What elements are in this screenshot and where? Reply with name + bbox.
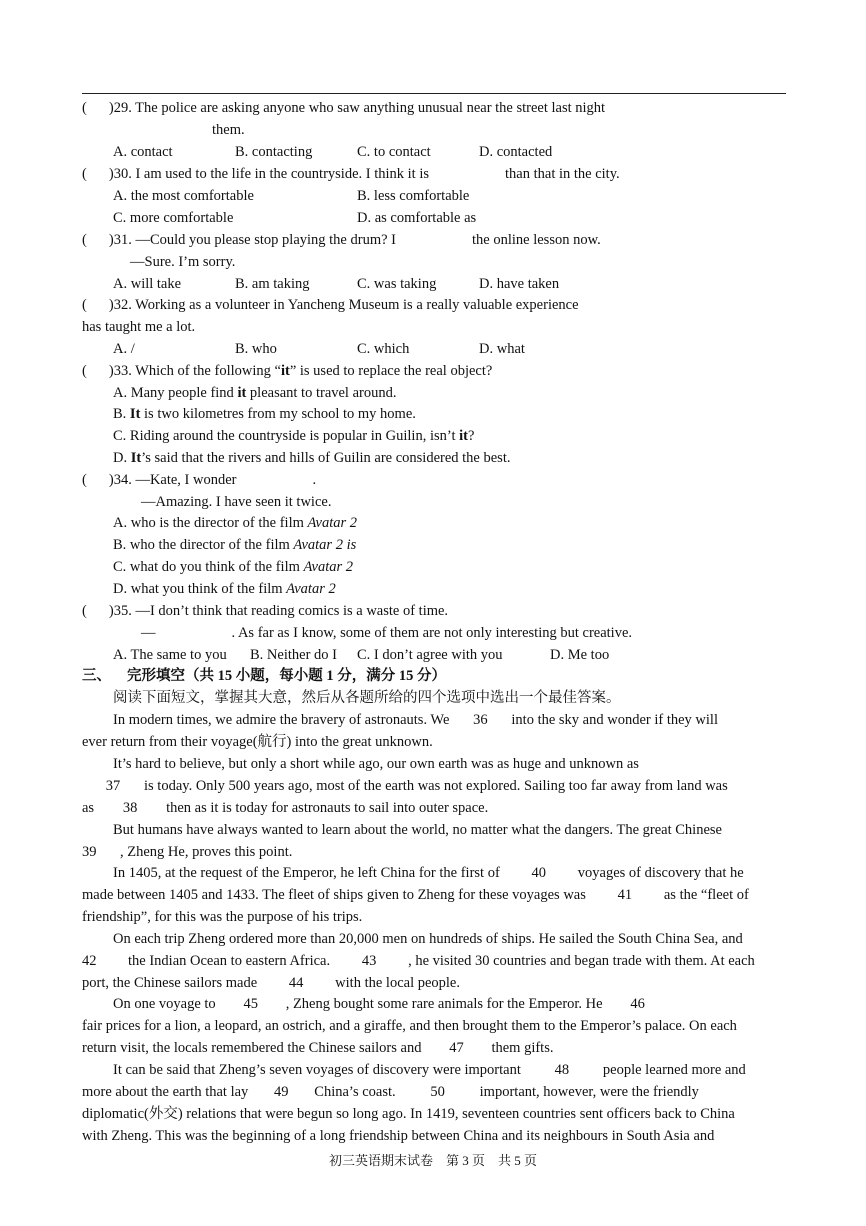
passage-line: fair prices for a lion, a leopard, an ostrich, and a giraffe, and then brought them to the Emperor’s palace. On each	[82, 1018, 737, 1034]
passage-text: In modern times, we admire the bravery of astronauts. We	[113, 712, 450, 728]
film-title: Avatar 2	[307, 515, 358, 531]
passage-line	[82, 799, 488, 817]
option-c: C. to contact	[357, 144, 431, 160]
film-title: Avatar 2	[303, 559, 354, 575]
answer-paren-open: (	[82, 472, 87, 488]
answer-paren-open: (	[82, 100, 87, 116]
blank-number: 49	[274, 1084, 289, 1100]
option-a	[113, 384, 396, 402]
question-text: the online lesson now.	[472, 232, 601, 248]
section-heading	[82, 667, 446, 685]
passage-text: return visit, the locals remembered the Chinese sailors and	[82, 1040, 422, 1056]
option-b	[113, 536, 356, 554]
passage-text: port, the Chinese sailors made	[82, 975, 258, 991]
passage-text: as the “fleet of	[663, 887, 749, 903]
question-text: 33. Which of the following “	[113, 363, 281, 379]
option-text: pleasant to travel around.	[246, 385, 397, 401]
question-text: .	[312, 472, 317, 488]
passage-line: On each trip Zheng ordered more than 20,000 men on hundreds of ships. He sailed the South China Sea, and	[113, 931, 743, 947]
question-30	[82, 165, 620, 183]
question-31	[82, 231, 601, 249]
keyword: it	[237, 385, 247, 401]
section-number: 三、	[82, 668, 111, 684]
option-d	[113, 580, 336, 598]
option-d	[113, 449, 510, 467]
question-text: 35. —I don’t think that reading comics is a waste of time.	[113, 603, 449, 619]
passage-line	[113, 1061, 746, 1079]
passage-text: with the local people.	[335, 975, 460, 991]
reply-text: . As far as I know, some of them are not only interesting but creative.	[231, 625, 633, 641]
option-a	[113, 514, 357, 532]
option-text: D.	[113, 450, 131, 466]
answer-paren-open: (	[82, 603, 87, 619]
option-c	[113, 558, 353, 576]
blank-number: 44	[288, 975, 304, 991]
option-b: B. who	[235, 341, 277, 357]
passage-line: But humans have always wanted to learn about the world, no matter what the dangers. The great Chinese	[113, 822, 722, 838]
option-text: D. what you think of the film	[113, 581, 287, 597]
option-b	[113, 405, 416, 423]
passage-text: voyages of discovery that he	[577, 865, 744, 881]
question-text: 34. —Kate, I wonder	[113, 472, 237, 488]
passage-line	[82, 952, 755, 970]
passage-text: In 1405, at the request of the Emperor, he left China for the first of	[113, 865, 500, 881]
question-text: 32. Working as a volunteer in Yancheng Museum is a really valuable experience	[113, 297, 579, 313]
passage-text: made between 1405 and 1433. The fleet of ships given to Zheng for these voyages was	[82, 887, 586, 903]
passage-line	[113, 995, 673, 1013]
answer-paren-close: )	[108, 603, 114, 619]
passage-text: the Indian Ocean to eastern Africa.	[128, 953, 331, 969]
keyword: it	[280, 363, 290, 379]
question-34-reply: —Amazing. I have seen it twice.	[141, 494, 332, 510]
film-title: Avatar 2	[286, 581, 336, 597]
passage-line: with Zheng. This was the beginning of a long friendship between China and its neighbours in South Asia and	[82, 1128, 715, 1144]
page-footer: 初三英语期末试卷 第 3 页 共 5 页	[328, 1153, 537, 1168]
blank-number: 42	[82, 953, 97, 969]
passage-line	[82, 1039, 553, 1057]
passage-line	[82, 886, 749, 904]
question-35	[82, 602, 448, 620]
option-d: D. as comfortable as	[357, 210, 477, 226]
answer-paren-close: )	[108, 363, 114, 379]
answer-paren-open: (	[82, 297, 87, 313]
option-text: C. what do you think of the film	[113, 559, 304, 575]
blank-number: 39	[82, 844, 97, 860]
passage-text: , Zheng bought some rare animals for the Emperor. He	[285, 996, 603, 1012]
option-d: D. contacted	[479, 144, 553, 160]
blank-number: 40	[531, 865, 547, 881]
option-a: A. the most comfortable	[113, 188, 254, 204]
blank-number: 45	[243, 996, 258, 1012]
passage-line: It’s hard to believe, but only a short while ago, our own earth was as huge and unknown as	[113, 756, 639, 772]
answer-paren-close: )	[108, 100, 114, 116]
passage-text: On one voyage to	[113, 996, 216, 1012]
keyword: it	[459, 428, 468, 444]
question-31-reply: —Sure. I’m sorry.	[130, 254, 236, 270]
option-text: A. Many people find	[113, 385, 238, 401]
blank-number: 46	[630, 996, 645, 1012]
section-title: 完形填空（共 15 小题，每小题 1 分，满分 15 分）	[127, 668, 446, 684]
option-b: B. less comfortable	[357, 188, 470, 204]
option-c: C. more comfortable	[113, 210, 234, 226]
passage-line	[113, 864, 744, 882]
option-c: C. I don’t agree with you	[357, 647, 503, 663]
question-34	[82, 471, 316, 489]
passage-text: It can be said that Zheng’s seven voyages of discovery were important	[113, 1062, 521, 1078]
option-a: A. The same to you	[113, 647, 227, 663]
blank-number: 48	[554, 1062, 570, 1078]
answer-paren-close: )	[108, 166, 114, 182]
answer-paren-close: )	[108, 232, 114, 248]
answer-paren-close: )	[108, 472, 114, 488]
option-c: C. was taking	[357, 276, 437, 292]
answer-paren-open: (	[82, 363, 87, 379]
option-a: A. will take	[113, 276, 182, 292]
passage-text: into the sky and wonder if they will	[511, 712, 718, 728]
answer-paren-open: (	[82, 232, 87, 248]
question-text: 30. I am used to the life in the countryside. I think it is	[113, 166, 430, 182]
blank-number: 41	[617, 887, 633, 903]
passage-text: more about the earth that lay	[82, 1084, 249, 1100]
question-text: 29. The police are asking anyone who saw anything unusual near the street last night	[113, 100, 606, 116]
option-b: B. Neither do I	[250, 647, 337, 663]
answer-paren-close: )	[108, 297, 114, 313]
option-d: D. Me too	[550, 647, 610, 663]
passage-text: important, however, were the friendly	[479, 1084, 699, 1100]
question-35-reply	[141, 624, 632, 642]
passage-line	[82, 974, 460, 992]
passage-line	[113, 711, 785, 729]
film-title: Avatar 2 is	[293, 537, 357, 553]
passage-line	[82, 843, 292, 861]
passage-text: then as it is today for astronauts to sail into outer space.	[166, 800, 489, 816]
option-text: B.	[113, 406, 130, 422]
question-text: 31. —Could you please stop playing the drum? I	[113, 232, 396, 248]
question-29	[82, 99, 605, 117]
section-instruction: 阅读下面短文，掌握其大意，然后从各题所给的四个选项中选出一个最佳答案。	[113, 690, 621, 706]
keyword: It	[130, 450, 142, 466]
passage-line	[82, 1083, 699, 1101]
option-c	[113, 427, 474, 445]
passage-text: people learned more and	[602, 1062, 746, 1078]
question-29-cont: them.	[212, 122, 245, 138]
option-b: B. am taking	[235, 276, 310, 292]
option-text: B. who the director of the film	[113, 537, 294, 553]
option-b: B. contacting	[235, 144, 313, 160]
question-text: than that in the city.	[505, 166, 620, 182]
passage-line: diplomatic(外交) relations that were begun so long ago. In 1419, seventeen countries sent officers back to China	[82, 1106, 735, 1122]
option-text: A. who is the director of the film	[113, 515, 308, 531]
question-32	[82, 296, 579, 314]
blank-number: 38	[122, 800, 138, 816]
keyword: It	[129, 406, 141, 422]
question-33	[82, 362, 492, 380]
dash: —	[141, 625, 156, 641]
passage-text: is today. Only 500 years ago, most of the earth was not explored. Sailing too far away from land was	[144, 778, 728, 794]
passage-text: , Zheng He, proves this point.	[120, 844, 293, 860]
option-text: ’s said that the rivers and hills of Guilin are considered the best.	[141, 450, 511, 466]
blank-number: 50	[430, 1084, 445, 1100]
option-d: D. have taken	[479, 276, 560, 292]
passage-text: , he visited 30 countries and began trade with them. At each	[408, 953, 755, 969]
option-a: A. /	[113, 341, 135, 357]
blank-number: 47	[449, 1040, 464, 1056]
passage-text: as	[82, 800, 95, 816]
blank-number: 43	[361, 953, 377, 969]
question-text: ” is used to replace the real object?	[289, 363, 493, 379]
option-text: ?	[467, 428, 475, 444]
question-32-cont: has taught me a lot.	[82, 319, 196, 335]
passage-line: ever return from their voyage(航行) into the great unknown.	[82, 734, 433, 750]
blank-number: 37	[105, 778, 121, 794]
answer-paren-open: (	[82, 166, 87, 182]
header-rule	[82, 93, 786, 94]
option-text: is two kilometres from my school to my home.	[140, 406, 416, 422]
passage-text: them gifts.	[491, 1040, 554, 1056]
option-text: C. Riding around the countryside is popular in Guilin, isn’t	[113, 428, 460, 444]
option-c: C. which	[357, 341, 410, 357]
blank-number: 36	[473, 712, 488, 728]
passage-text: China’s coast.	[314, 1084, 396, 1100]
option-a: A. contact	[113, 144, 173, 160]
passage-line: friendship”, for this was the purpose of his trips.	[82, 909, 363, 925]
passage-line	[82, 777, 728, 795]
option-d: D. what	[479, 341, 525, 357]
